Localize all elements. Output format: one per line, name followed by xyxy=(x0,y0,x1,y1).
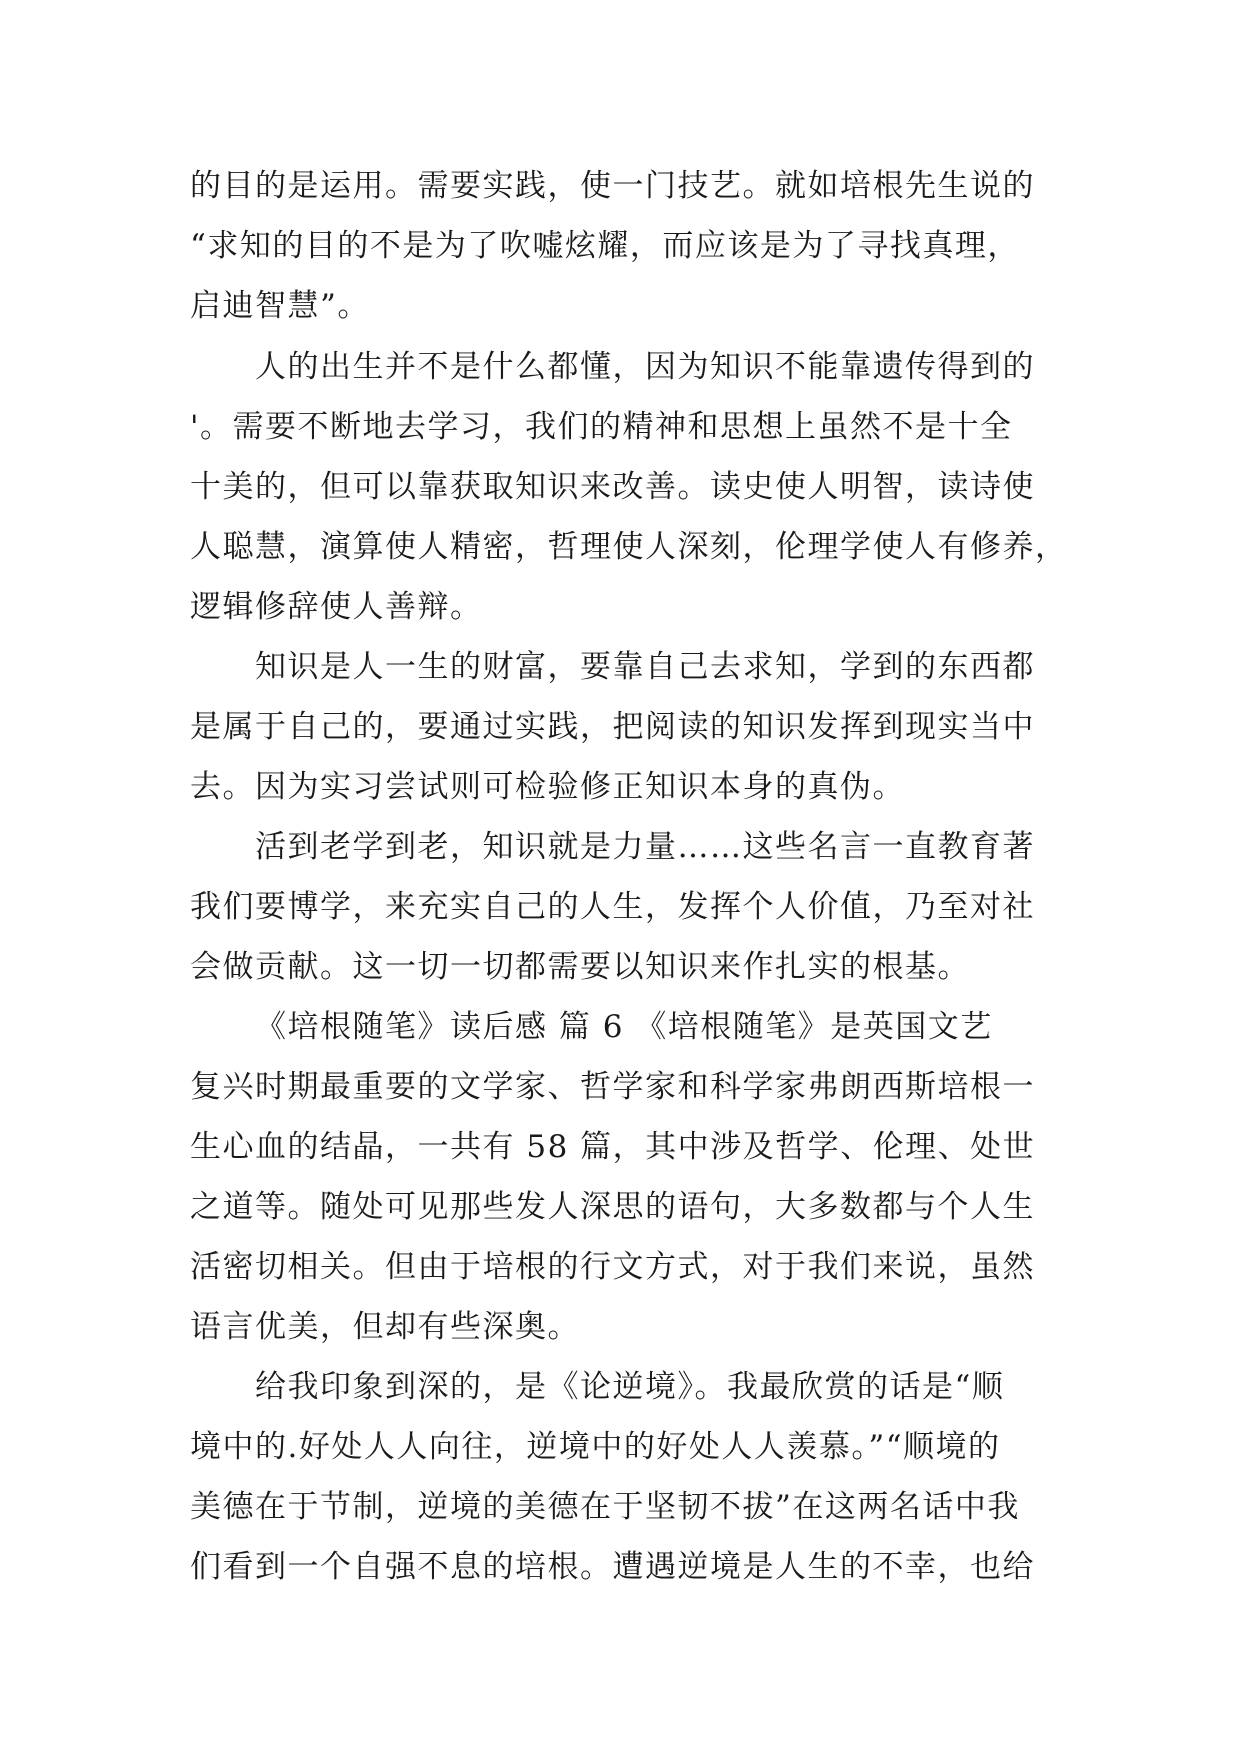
paragraph-first-line: 人的出生并不是什么都懂，因为知识不能靠遗传得到的 xyxy=(255,349,1035,385)
text-line: 逻辑修辞使人善辩。 xyxy=(190,589,483,625)
text-line: 会做贡献。这一切一切都需要以知识来作扎实的根基。 xyxy=(190,949,970,985)
text-line: 的目的是运用。需要实践，使一门技艺。就如培根先生说的 xyxy=(190,168,1035,204)
paragraph-first-line: 活到老学到老，知识就是力量……这些名言一直教育著 xyxy=(255,829,1035,865)
text-line: 人聪慧，演算使人精密，哲理使人深刻，伦理学使人有修养， xyxy=(190,529,1068,565)
text-line: 去。因为实习尝试则可检验修正知识本身的真伪。 xyxy=(190,769,905,805)
paragraph-first-line: 给我印象到深的，是《论逆境》。我最欣赏的话是“顺 xyxy=(255,1369,1005,1405)
text-line: 我们要博学，来充实自己的人生，发挥个人价值，乃至对社 xyxy=(190,889,1035,925)
text-line: 启迪智慧”。 xyxy=(190,288,370,324)
paragraph-first-line: 知识是人一生的财富，要靠自己去求知，学到的东西都 xyxy=(255,649,1035,685)
text-line: 复兴时期最重要的文学家、哲学家和科学家弗朗西斯培根一 xyxy=(190,1069,1035,1105)
text-line: '。需要不断地去学习，我们的精神和思想上虽然不是十全 xyxy=(190,409,1013,445)
text-line: 语言优美，但却有些深奥。 xyxy=(190,1309,580,1345)
text-line: 境中的.好处人人向往，逆境中的好处人人羡慕。”“顺境的 xyxy=(190,1429,1001,1465)
text-line: 是属于自己的，要通过实践，把阅读的知识发挥到现实当中 xyxy=(190,709,1035,745)
section-heading-line: 《培根随笔》读后感 篇 6 《培根随笔》是英国文艺 xyxy=(255,1009,993,1045)
text-line: 活密切相关。但由于培根的行文方式，对于我们来说，虽然 xyxy=(190,1249,1035,1285)
text-line: 生心血的结晶，一共有 58 篇，其中涉及哲学、伦理、处世 xyxy=(190,1129,1036,1165)
text-line: “求知的目的不是为了吹嘘炫耀，而应该是为了寻找真理， xyxy=(190,228,1020,264)
text-line: 美德在于节制，逆境的美德在于坚韧不拔”在这两名话中我 xyxy=(190,1489,1020,1525)
text-line: 之道等。随处可见那些发人深思的语句，大多数都与个人生 xyxy=(190,1189,1035,1225)
text-line: 们看到一个自强不息的培根。遭遇逆境是人生的不幸，也给 xyxy=(190,1549,1035,1585)
text-line: 十美的，但可以靠获取知识来改善。读史使人明智，读诗使 xyxy=(190,469,1035,505)
